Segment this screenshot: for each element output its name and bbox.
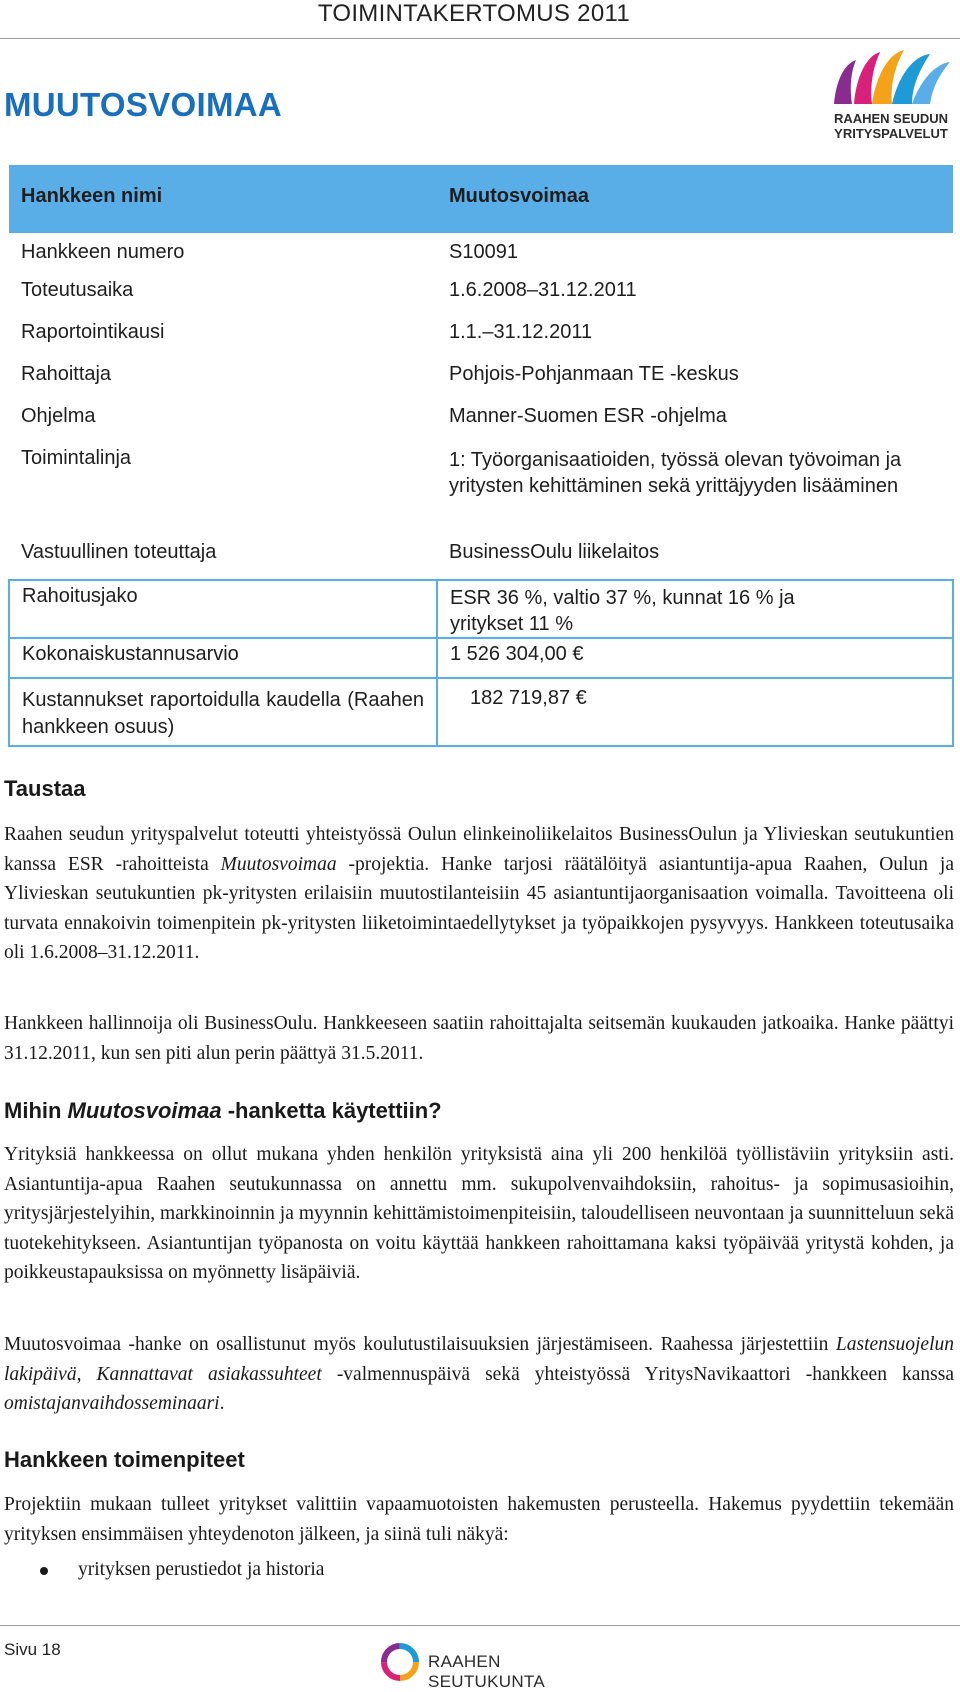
table-row bbox=[9, 678, 953, 746]
table-row bbox=[9, 539, 953, 580]
row-label: Ohjelma bbox=[21, 405, 96, 427]
row-label: Rahoitusjako bbox=[9, 580, 437, 638]
row-value: 182 719,87 € bbox=[437, 678, 953, 746]
footer-logo-text: RAAHEN SEUTUKUNTA bbox=[428, 1652, 545, 1691]
header-divider bbox=[0, 38, 960, 39]
table-row bbox=[9, 233, 953, 275]
project-name-emphasis: Muutosvoimaa bbox=[220, 853, 337, 875]
table-header-label: Hankkeen nimi bbox=[9, 165, 437, 233]
raahen-seutukunta-logo bbox=[378, 1640, 608, 1691]
text-run: Muutosvoimaa -hanke on osallistunut myös koulutustilaisuuksien järjestämiseen. Raahessa järjestettiin bbox=[4, 1334, 836, 1355]
table-row bbox=[9, 580, 953, 638]
table-header-value: Muutosvoimaa bbox=[437, 165, 953, 233]
heading-emphasis: Muutosvoimaa bbox=[67, 1098, 222, 1123]
text-run: Mihin bbox=[4, 1098, 68, 1123]
running-header bbox=[0, 0, 960, 40]
row-label: Vastuullinen toteuttaja bbox=[21, 541, 217, 563]
row-value: Pohjois-Pohjanmaan TE -keskus bbox=[449, 363, 739, 385]
section-heading-toimenpiteet: Hankkeen toimenpiteet bbox=[4, 1447, 245, 1472]
list-item bbox=[40, 1556, 324, 1584]
paragraph-taustaa-2: Hankkeen hallinnoija oli BusinessOulu. Hankkeeseen saatiin rahoittajalta seitsemän kuukauden jatkoaika. Hanke päättyi 31.12.2011, kun sen piti alun perin päättyä 31.5.2011. bbox=[4, 1013, 954, 1064]
text-run: Raahen seudun yrityspalvelut toteutti yhteistyössä Oulun elinkeinoliikelaitos BusinessOulun ja Ylivieskan seutukuntien kanssa ESR -rahoitteista bbox=[4, 824, 954, 875]
table-row bbox=[9, 401, 953, 443]
row-value: 1.1.–31.12.2011 bbox=[449, 321, 593, 343]
row-value: S10091 bbox=[449, 241, 518, 263]
row-value: ESR 36 %, valtio 37 %, kunnat 16 % ja yritykset 11 % bbox=[437, 580, 953, 638]
page-number: Sivu 18 bbox=[4, 1640, 61, 1659]
footer-divider bbox=[0, 1625, 960, 1626]
row-value: 1 526 304,00 € bbox=[437, 638, 953, 678]
row-label: Toteutusaika bbox=[21, 279, 134, 301]
text-run: , bbox=[76, 1363, 97, 1385]
row-label: Raportointikausi bbox=[21, 321, 165, 343]
table-row bbox=[9, 443, 953, 539]
paragraph-mihin-1: Yrityksiä hankkeessa on ollut mukana yhden henkilön yrityksistä aina yli 200 henkilöä työllistäviin yrityksiin asti. Asiantuntija-apua Raahen seutukunnassa on annettu mm. sukupolvenvaihdoksiin, rahoitus- ja sopimusasioihin, yritysjärjestelyihin, markkinoinnin ja myynnin kehittämistoimenpiteisiin, taloudelliseen neuvontaan ja suunnitteluun sekä tuotekehitykseen. Asiantuntijan työpanosta on voitu käyttää hankkeen rahoittamana kaksi työpäivää yritystä kohden, ja poikkeustapauksissa on myönnetty lisäpäiviä. bbox=[4, 1144, 954, 1283]
row-label: Rahoittaja bbox=[21, 363, 112, 385]
table-row bbox=[9, 638, 953, 678]
text-run: . bbox=[219, 1393, 225, 1414]
list-item-text: yrityksen perustiedot ja historia bbox=[78, 1559, 325, 1580]
logo-sails-icon bbox=[826, 46, 956, 108]
page-title: MUUTOSVOIMAA bbox=[4, 86, 282, 123]
logo-text-line1: RAAHEN SEUDUN bbox=[833, 111, 949, 126]
text-run: -hanketta käytettiin? bbox=[221, 1098, 442, 1123]
text-run: -projektia. Hanke tarjosi räätälöityä asiantuntija-apua Raahen, Oulun ja Ylivieskan seutukuntien pk-yritysten erilaisiin muutostilanteisiin 45 asiantuntijaorganisaation voimalla. Tavoitteena oli turvata ennakoivin toimenpitein pk-yritysten liiketoimintaedellytykset ja työpaikkojen pysyvyys. Hankkeen toteutusaika oli 1.6.2008–31.12.2011. bbox=[4, 853, 954, 963]
table-header-row bbox=[9, 165, 953, 233]
row-label: Toimintalinja bbox=[21, 447, 132, 469]
row-value: 1: Työorganisaatioiden, työssä olevan työvoiman ja yritysten kehittäminen sekä yrittäjyyden lisääminen bbox=[449, 449, 902, 497]
running-header-title: TOIMINTAKERTOMUS 2011 bbox=[317, 0, 630, 27]
event-name-emphasis: omistajanvaihdosseminaari bbox=[4, 1393, 220, 1414]
paragraph-taustaa-1 bbox=[4, 820, 954, 968]
ring-logo-icon bbox=[378, 1640, 422, 1684]
table-row bbox=[9, 359, 953, 401]
section-heading-taustaa: Taustaa bbox=[4, 776, 86, 801]
row-label: Kustannukset raportoidulla kaudella (Raahen hankkeen osuus) bbox=[9, 678, 437, 746]
table-row bbox=[9, 317, 953, 359]
row-label: Kokonaiskustannusarvio bbox=[9, 638, 437, 678]
paragraph-mihin-2 bbox=[4, 1330, 954, 1419]
section-heading-mihin bbox=[4, 1098, 442, 1124]
row-label: Hankkeen numero bbox=[21, 241, 185, 263]
event-name-emphasis: Lastensuojelun lakipäivä bbox=[4, 1334, 954, 1385]
row-value: 1.6.2008–31.12.2011 bbox=[449, 279, 637, 301]
paragraph-toimenpiteet-1: Projektiin mukaan tulleet yritykset valittiin vapaamuotoisten hakemusten perusteella. Hakemus pyydettiin tekemään yrityksen ensimmäisen yhteydenoton jälkeen, ja siinä tuli näkyä: bbox=[4, 1494, 954, 1545]
row-value: BusinessOulu liikelaitos bbox=[449, 541, 660, 563]
event-name-emphasis: Kannattavat asiakassuhteet bbox=[96, 1363, 322, 1385]
project-info-table bbox=[8, 165, 954, 747]
row-value: Manner-Suomen ESR -ohjelma bbox=[449, 405, 727, 427]
bullet-icon bbox=[40, 1567, 48, 1575]
raahen-seudun-yrityspalvelut-logo bbox=[826, 46, 956, 150]
logo-text-line2: YRITYSPALVELUT bbox=[834, 126, 948, 141]
text-run: -valmennuspäivä sekä yhteistyössä YritysNavikaattori -hankkeen kanssa bbox=[321, 1363, 955, 1385]
table-row bbox=[9, 275, 953, 317]
